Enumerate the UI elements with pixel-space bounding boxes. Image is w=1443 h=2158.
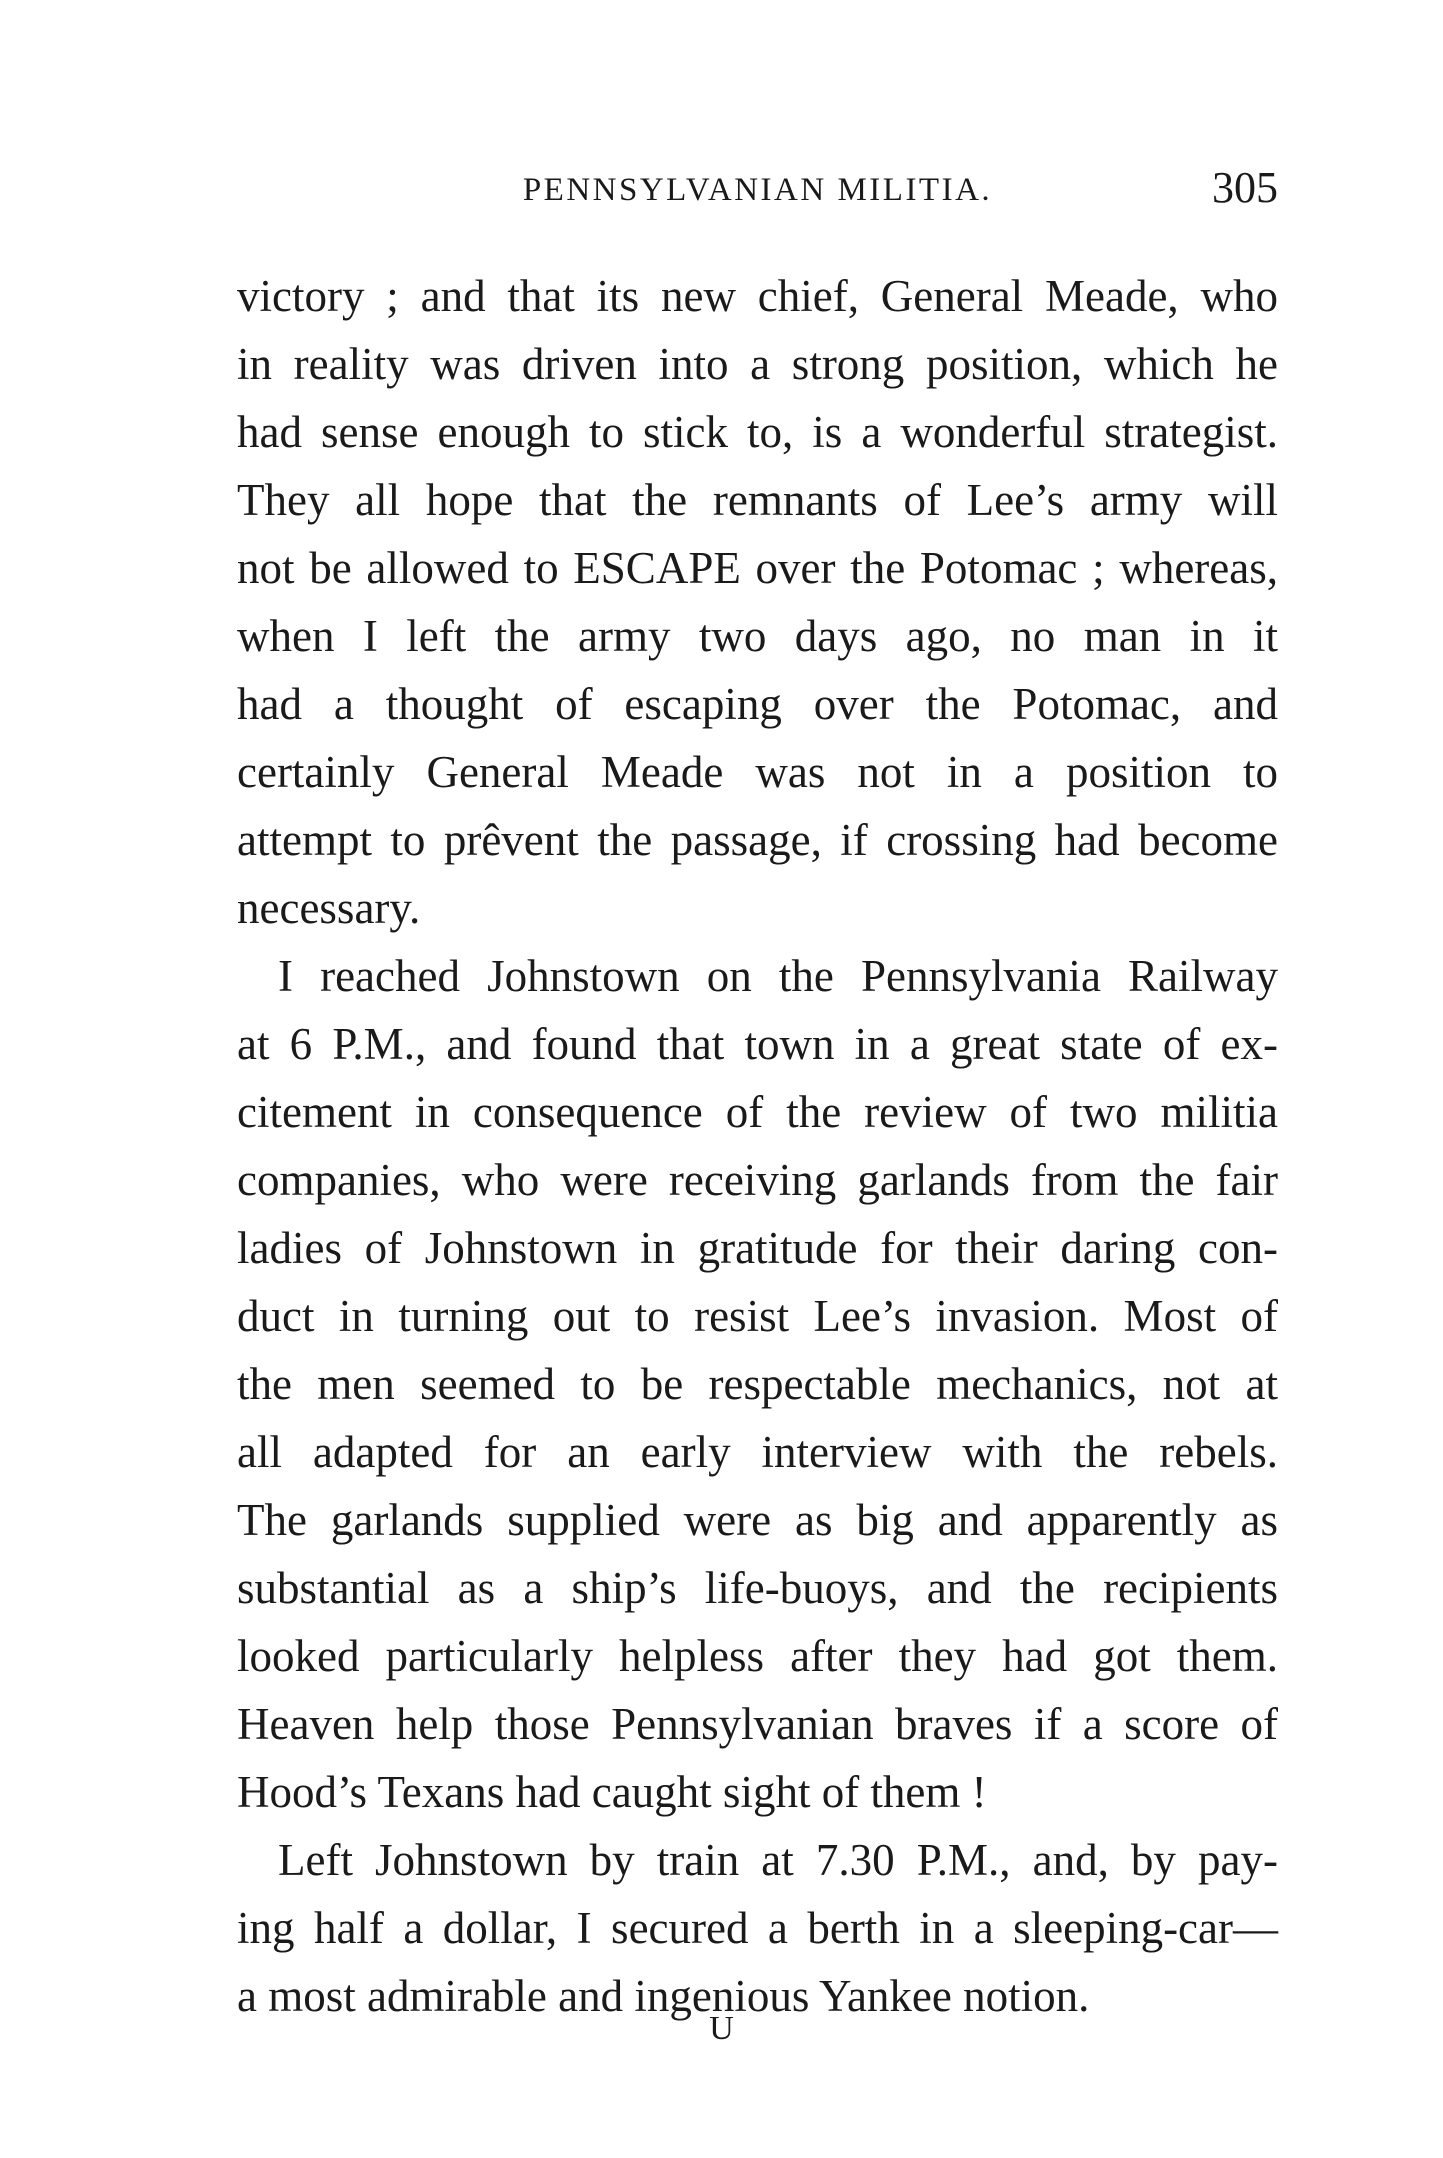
text-line: citement in consequence of the review of two militia <box>237 1087 1278 1137</box>
text-line: when I left the army two days ago, no man in it <box>237 611 1278 661</box>
text-line: the men seemed to be respectable mechanics, not at <box>237 1359 1278 1409</box>
text-line: attempt to prêvent the passage, if crossing had become <box>237 815 1278 865</box>
text-line: ladies of Johnstown in gratitude for their daring con- <box>237 1223 1278 1273</box>
text-line: certainly General Meade was not in a position to <box>237 747 1278 797</box>
signature-mark: U <box>709 2010 734 2047</box>
text-line: victory ; and that its new chief, General Meade, who <box>237 271 1278 321</box>
text-line: They all hope that the remnants of Lee’s army will <box>237 475 1278 525</box>
text-line: not be allowed to ESCAPE over the Potomac ; whereas, <box>237 543 1278 593</box>
text-line: duct in turning out to resist Lee’s invasion. Most of <box>237 1291 1278 1341</box>
text-line: in reality was driven into a strong position, which he <box>237 339 1278 389</box>
text-line: had sense enough to stick to, is a wonderful strategist. <box>237 407 1278 457</box>
text-line: Hood’s Texans had caught sight of them ! <box>237 1767 987 1817</box>
text-line: substantial as a ship’s life-buoys, and the recipients <box>237 1563 1278 1613</box>
text-line: a most admirable and ingenious Yankee notion. <box>237 1971 1090 2021</box>
text-line: looked particularly helpless after they had got them. <box>237 1631 1278 1681</box>
body-text <box>237 262 1278 2030</box>
text-line: Left Johnstown by train at 7.30 P.M., and, by pay- <box>278 1835 1278 1885</box>
text-line: The garlands supplied were as big and apparently as <box>237 1495 1278 1545</box>
text-line: Heaven help those Pennsylvanian braves if a score of <box>237 1699 1278 1749</box>
text-line: companies, who were receiving garlands from the fair <box>237 1155 1278 1205</box>
text-line: at 6 P.M., and found that town in a great state of ex- <box>237 1019 1278 1069</box>
text-line: necessary. <box>237 883 421 933</box>
text-line: all adapted for an early interview with the rebels. <box>237 1427 1278 1477</box>
text-line: I reached Johnstown on the Pennsylvania Railway <box>278 951 1278 1001</box>
running-title: PENNSYLVANIAN MILITIA. <box>522 172 993 208</box>
text-line: had a thought of escaping over the Potomac, and <box>237 679 1278 729</box>
running-head <box>237 160 1278 220</box>
text-line: ing half a dollar, I secured a berth in a sleeping-car— <box>237 1903 1278 1953</box>
page-number: 305 <box>1212 163 1278 212</box>
